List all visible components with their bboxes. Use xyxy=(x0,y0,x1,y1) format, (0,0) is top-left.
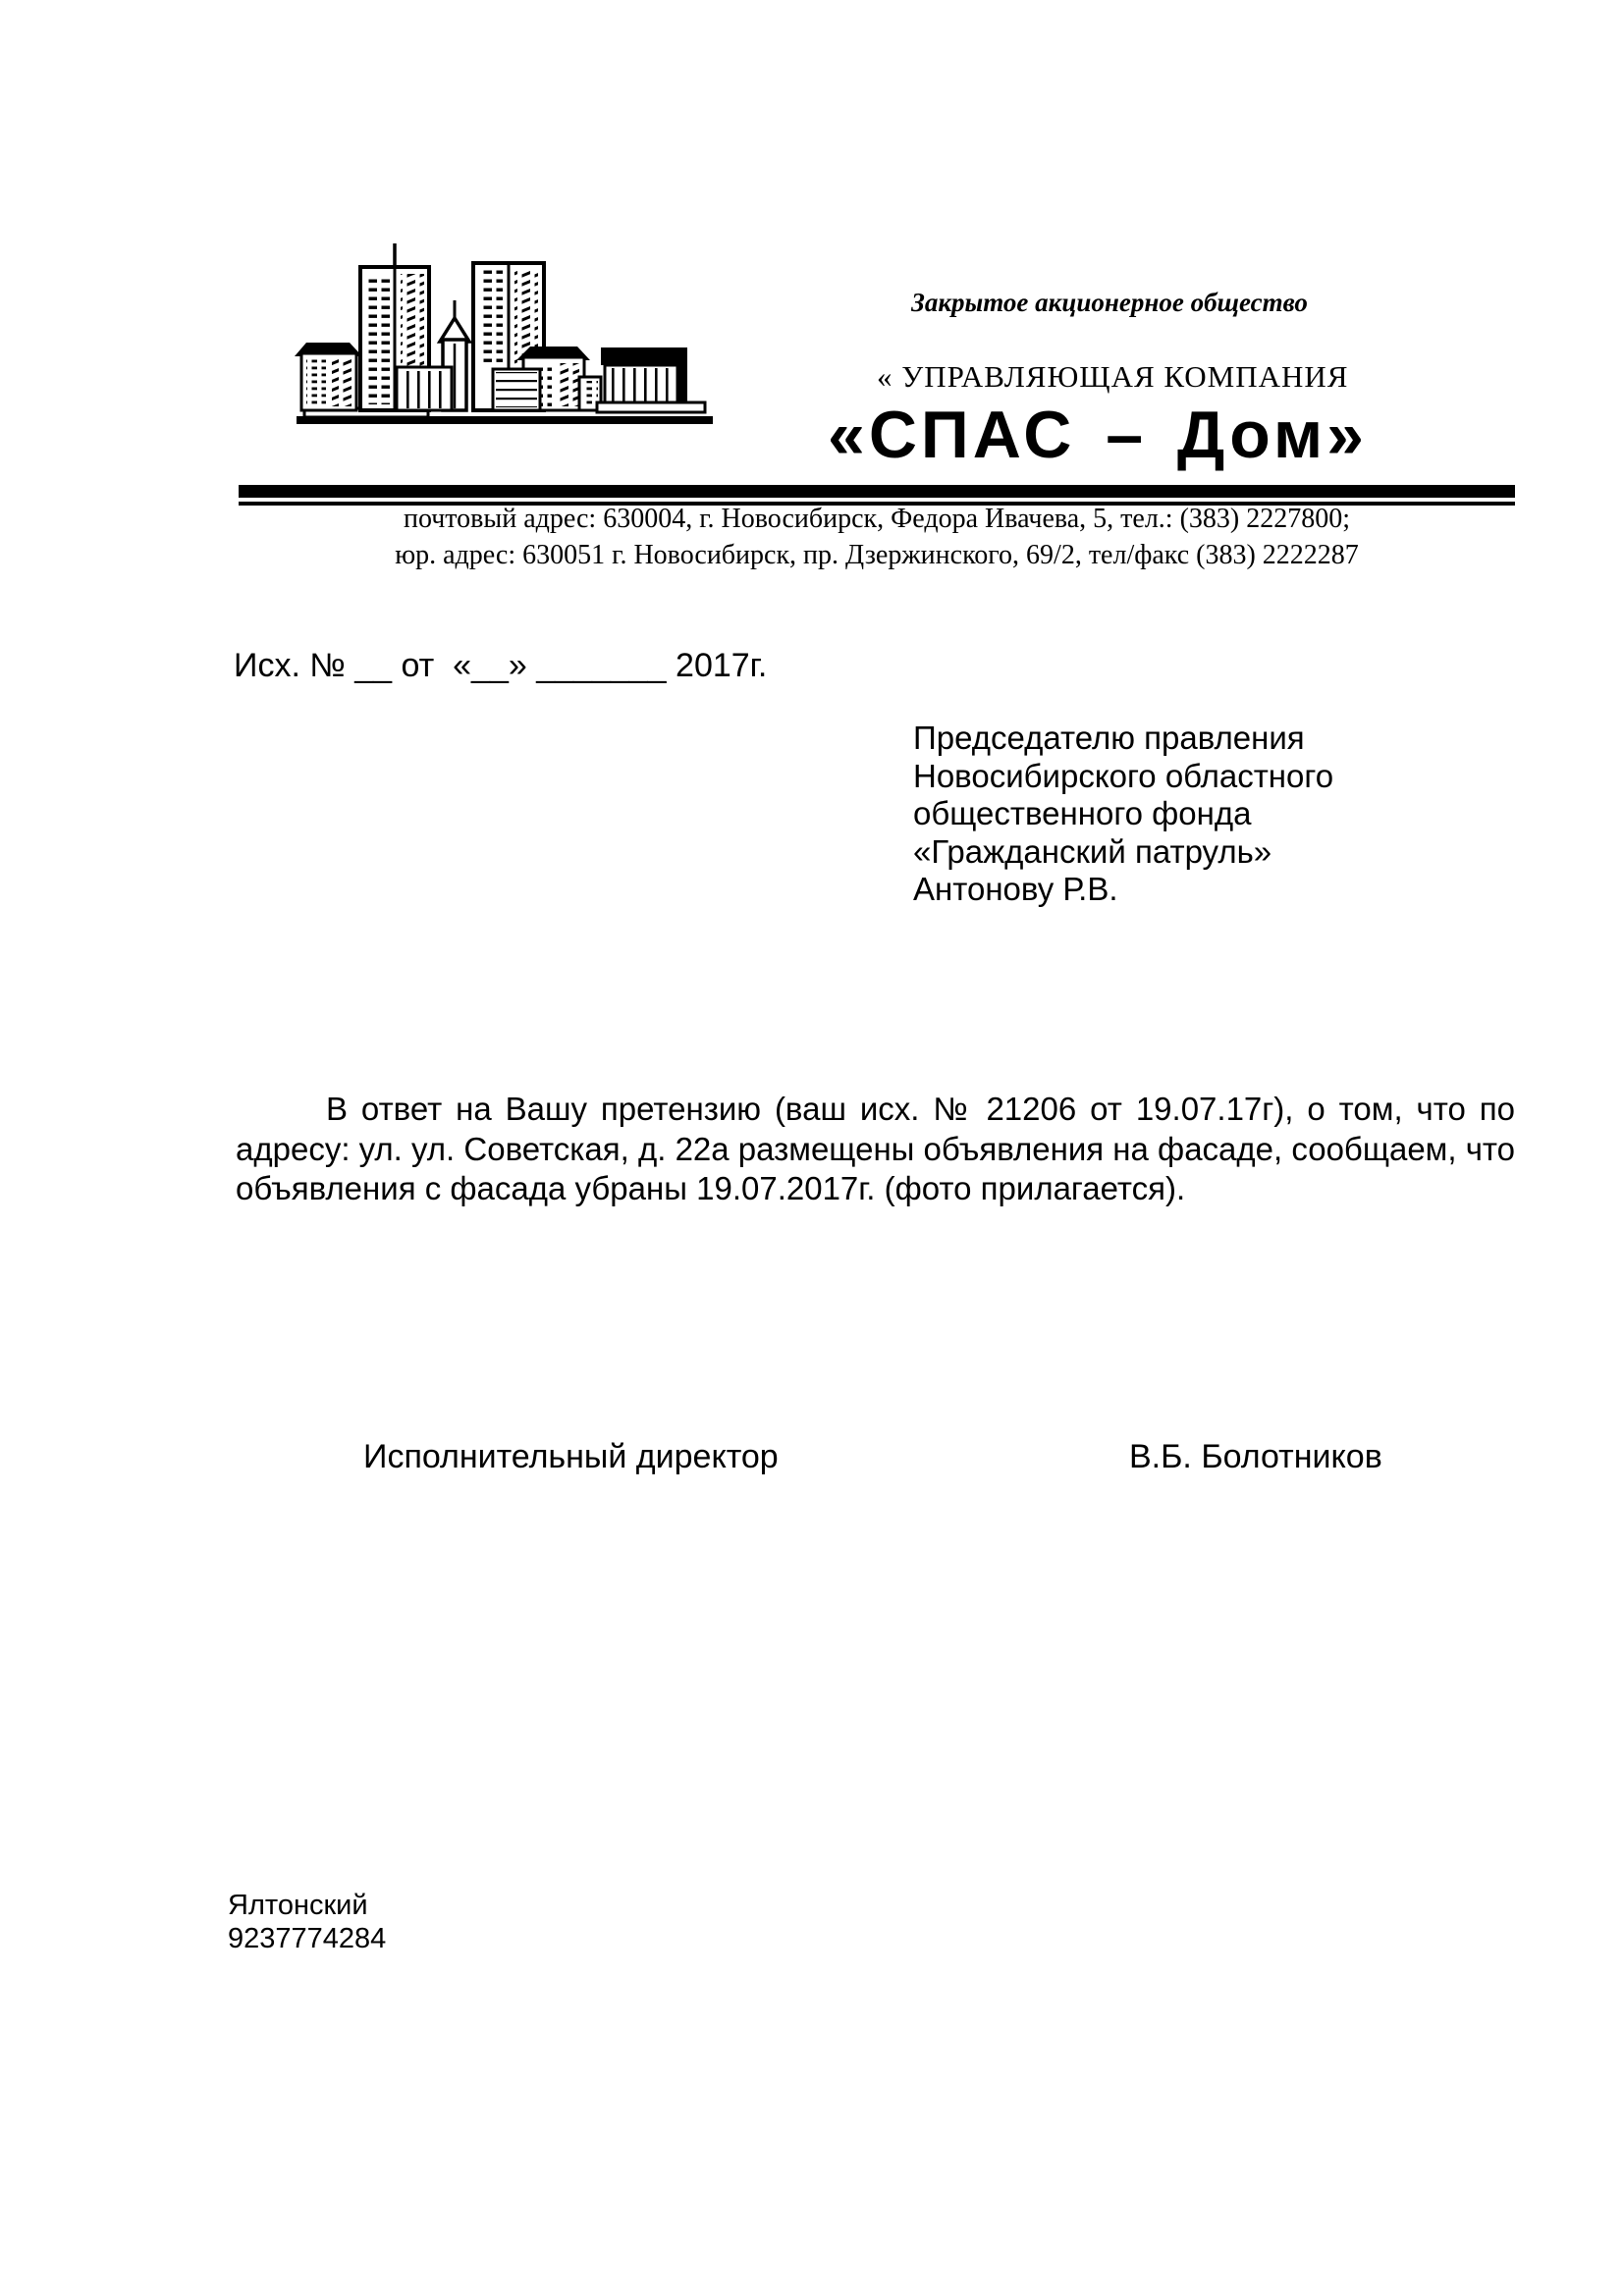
signature-title: Исполнительный директор xyxy=(363,1438,779,1475)
org-type-line: Закрытое акционерное общество xyxy=(911,288,1308,317)
executor-phone: 9237774284 xyxy=(228,1923,387,1954)
signature-name: В.Б. Болотников xyxy=(1129,1438,1382,1475)
postal-address-line: почтовый адрес: 630004, г. Новосибирск, Федора Ивачева, 5, тел.: (383) 2227800; xyxy=(403,504,1351,534)
addressee-line: «Гражданский патруль» xyxy=(913,832,1272,870)
legal-address-line: юр. адрес: 630051 г. Новосибирск, пр. Дзержинского, 69/2, тел/факс (383) 2222287 xyxy=(395,540,1359,570)
city-skyline-icon xyxy=(291,241,719,426)
body-paragraph: В ответ на Вашу претензию (ваш исх. № 21206 от 19.07.17г), о том, что по адресу: ул. ул. Советская, д. 22а размещены объявления на фасаде, сообщаем, что объявления с фасада убраны 19.07.2017г. (фото прилагается). xyxy=(236,1091,1515,1206)
reference-line: Исх. № __ от «__» _______ 2017г. xyxy=(234,647,768,684)
executor-name: Ялтонский xyxy=(228,1890,368,1921)
addressee-line: Председателю правления xyxy=(913,720,1305,756)
company-prefix-line: « УПРАВЛЯЮЩАЯ КОМПАНИЯ xyxy=(877,359,1349,394)
addressee-line: Новосибирского областного xyxy=(913,757,1334,794)
executor-block xyxy=(228,1889,386,1955)
address-block xyxy=(239,501,1515,573)
company-logo xyxy=(291,241,719,426)
addressee-line: Антонову Р.В. xyxy=(913,871,1118,907)
addressee-block xyxy=(913,720,1333,909)
addressee-line: общественного фонда xyxy=(913,795,1252,831)
company-name-line: «СПАС – Дом» xyxy=(828,398,1368,472)
